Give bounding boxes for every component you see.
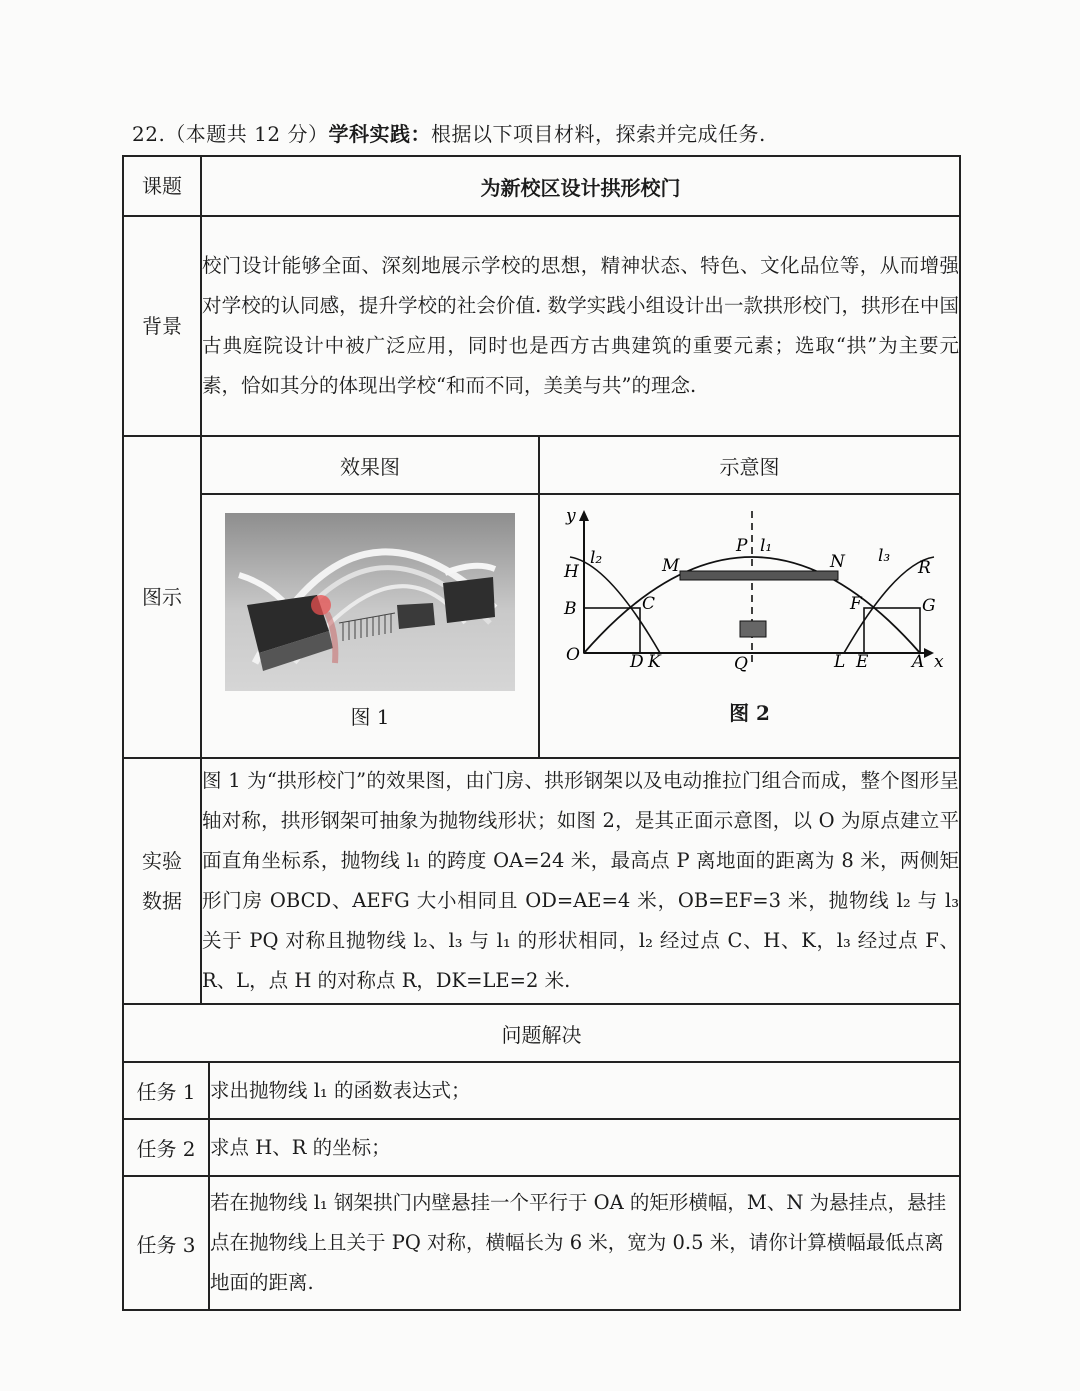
question-type: 学科实践：: [328, 122, 431, 146]
topic-title: 为新校区设计拱形校门: [201, 156, 960, 216]
topic-label: 课题: [123, 156, 201, 216]
label-x: x: [933, 652, 944, 672]
figures-label: 图示: [123, 436, 201, 758]
label-e: E: [855, 652, 868, 672]
figure-1-cell: [202, 494, 539, 757]
question-number: 22.: [132, 122, 166, 146]
label-r: R: [917, 558, 931, 578]
figures-cell: [201, 436, 960, 758]
label-f: F: [849, 594, 862, 614]
background-label: 背景: [123, 216, 201, 436]
label-o: O: [565, 645, 580, 665]
figure-2-cell: [539, 494, 959, 757]
problem-heading: 问题解决: [123, 1004, 960, 1062]
data-label: 实验 数据: [123, 758, 201, 1004]
label-p: P: [735, 536, 747, 556]
y-axis-arrow: [579, 510, 589, 521]
label-l1: l₁: [759, 536, 772, 556]
question-points: （本题共 12 分）: [165, 122, 329, 146]
parabola-diagram: [550, 507, 950, 687]
task-3-text: 若在抛物线 l₁ 钢架拱门内壁悬挂一个平行于 OA 的矩形横幅，M、N 为悬挂点，悬挂点在抛物线上且关于 PQ 对称，横幅长为 6 米，宽为 0.5 米，请你计算横幅最低点离地面的距离.: [209, 1176, 960, 1310]
label-m: M: [661, 556, 679, 576]
banner-rect: [680, 571, 838, 580]
task-1-label: 任务 1: [123, 1062, 209, 1119]
question-instruction: 根据以下项目材料，探索并完成任务.: [430, 122, 766, 146]
figure-2-caption: 图 2: [729, 701, 770, 725]
schematic-label: 示意图: [539, 437, 959, 494]
label-b: B: [563, 599, 576, 619]
label-l: L: [833, 652, 845, 672]
background-text: 校门设计能够全面、深刻地展示学校的思想，精神状态、特色、文化品位等，从而增强对学校的认同感，提升学校的社会价值. 数学实践小组设计出一款拱形校门，拱形在中国古典庭院设计中被广泛应用，同时也是西方古典建筑的重要元素；选取“拱”为主要元素，恰如其分的体现出学校“和而不同，美美与共”的理念.: [201, 216, 960, 436]
gate-block: [740, 621, 766, 637]
gate-house-aefg: [864, 608, 920, 653]
label-l2: l₂: [589, 548, 602, 568]
question-heading: [132, 118, 766, 147]
task-3-label: 任务 3: [123, 1176, 209, 1310]
data-text: 图 1 为“拱形校门”的效果图，由门房、拱形钢架以及电动推拉门组合而成，整个图形呈轴对称，拱形钢架可抽象为抛物线形状；如图 2，是其正面示意图，以 O 为原点建立平面直角坐标系，抛物线 l₁ 的跨度 OA=24 米，最高点 P 离地面的距离为 8 米，两侧矩形门房 OBCD、AEFG 大小相同且 OD=AE=4 米，OB=EF=3 米，抛物线 l₂ 与 l₃ 关于 PQ 对称且抛物线 l₂、l₃ 与 l₁ 的形状相同，l₂ 经过点 C、H、K，l₃ 经过点 F、R、L，点 H 的对称点 R，DK=LE=2 米.: [201, 758, 960, 1004]
gate-house-obcd: [584, 608, 640, 653]
label-h: H: [563, 562, 579, 582]
label-y: y: [565, 507, 576, 526]
task-2-text: 求点 H、R 的坐标；: [209, 1119, 960, 1176]
label-a: A: [911, 652, 924, 672]
figure-1-caption: 图 1: [350, 705, 390, 729]
label-g: G: [921, 596, 936, 616]
label-q: Q: [733, 654, 748, 674]
label-l3: l₃: [877, 546, 890, 566]
label-c: C: [641, 594, 655, 614]
x-axis-arrow: [924, 648, 934, 658]
project-table: [122, 155, 961, 1311]
label-d: D: [629, 652, 644, 672]
task-1-text: 求出抛物线 l₁ 的函数表达式；: [209, 1062, 960, 1119]
arch-gate-render: [225, 513, 515, 691]
effect-label: 效果图: [202, 437, 539, 494]
label-n: N: [829, 552, 845, 572]
figures-inner-table: [202, 437, 959, 757]
label-k: K: [647, 652, 661, 672]
task-2-label: 任务 2: [123, 1119, 209, 1176]
